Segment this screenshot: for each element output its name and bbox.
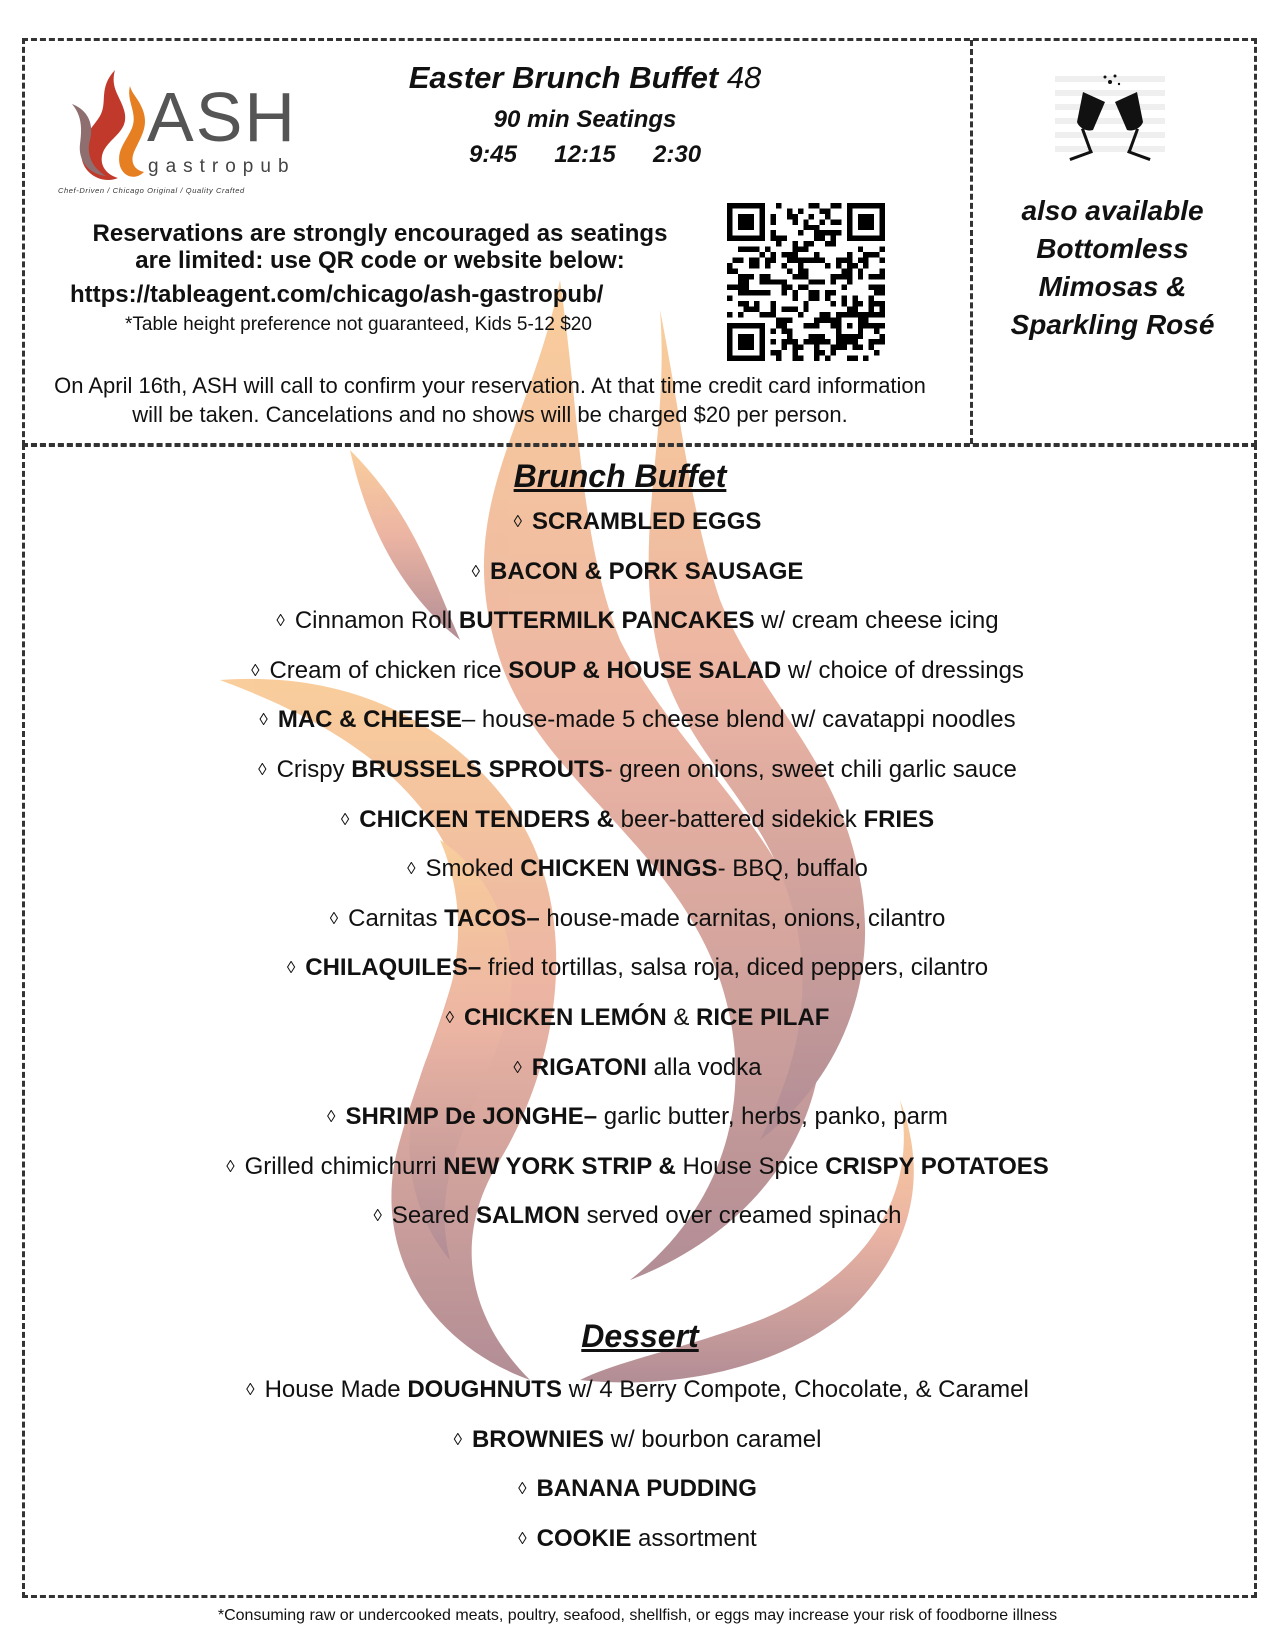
bullet-diamond-icon: ◊ bbox=[407, 859, 416, 879]
item-highlight: RIGATONI bbox=[531, 1053, 647, 1081]
brunch-item bbox=[0, 1054, 1275, 1082]
champagne-glasses-icon bbox=[1055, 72, 1165, 172]
brunch-item bbox=[0, 806, 1275, 834]
item-highlight: BRUSSELS SPROUTS bbox=[351, 756, 605, 783]
item-text: assortment bbox=[631, 1524, 757, 1552]
qr-code-icon[interactable] bbox=[727, 203, 885, 361]
item-highlight: MAC & CHEESE bbox=[277, 706, 462, 734]
bullet-diamond-icon: ◊ bbox=[286, 958, 296, 978]
item-highlight: BACON & PORK SAUSAGE bbox=[490, 557, 804, 585]
item-text: Cream of chicken rice bbox=[269, 656, 509, 684]
item-highlight: FRIES bbox=[863, 805, 935, 833]
item-text: Seared bbox=[391, 1202, 476, 1230]
event-title-text: Easter Brunch Buffet bbox=[408, 60, 719, 95]
bullet-diamond-icon: ◊ bbox=[513, 1057, 522, 1077]
also-available-note bbox=[985, 192, 1240, 344]
brunch-item bbox=[0, 954, 1275, 982]
seatings-times: 9:45 12:15 2:30 bbox=[468, 141, 702, 168]
item-text: alla vodka bbox=[646, 1053, 762, 1081]
brunch-item bbox=[0, 657, 1275, 685]
item-highlight: CHILAQUILES– bbox=[305, 954, 482, 982]
item-highlight: CHICKEN WINGS bbox=[520, 855, 718, 883]
bullet-diamond-icon: ◊ bbox=[327, 1107, 336, 1127]
item-text: – house-made 5 cheese blend w/ cavatappi noodles bbox=[461, 706, 1016, 734]
item-highlight: COOKIE bbox=[536, 1524, 632, 1552]
logo-tagline: Chef-Driven / Chicago Original / Quality Crafted bbox=[58, 186, 245, 195]
item-text: House Spice bbox=[675, 1152, 826, 1180]
item-text: w/ choice of dressings bbox=[781, 656, 1024, 684]
logo-wordmark: ASH bbox=[147, 78, 297, 156]
item-text: Crispy bbox=[276, 756, 352, 783]
also-available-line-4: Sparkling Rosé bbox=[1010, 309, 1215, 340]
bullet-diamond-icon: ◊ bbox=[373, 1206, 382, 1226]
item-highlight: RICE PILAF bbox=[696, 1004, 830, 1031]
reservation-line-2: are limited: use QR code or website below: bbox=[135, 247, 625, 274]
item-highlight: DOUGHNUTS bbox=[407, 1376, 562, 1403]
item-text: house-made carnitas, onions, cilantro bbox=[539, 904, 946, 932]
brunch-item bbox=[0, 855, 1275, 883]
item-text: w/ cream cheese icing bbox=[754, 607, 999, 635]
seatings-label: 90 min Seatings bbox=[493, 106, 677, 133]
brunch-item bbox=[0, 607, 1275, 635]
item-text: garlic butter, herbs, panko, parm bbox=[597, 1103, 948, 1131]
dessert-item bbox=[0, 1376, 1275, 1404]
also-available-line-3: Mimosas & bbox=[1038, 271, 1187, 302]
ash-logo bbox=[52, 64, 352, 204]
item-highlight: BROWNIES bbox=[471, 1425, 604, 1453]
item-highlight: SOUP & HOUSE SALAD bbox=[508, 656, 782, 684]
reservation-note: *Table height preference not guaranteed, Kids 5-12 $20 bbox=[125, 314, 592, 335]
bullet-diamond-icon: ◊ bbox=[471, 561, 481, 581]
item-highlight: BUTTERMILK PANCAKES bbox=[458, 607, 755, 635]
brunch-item bbox=[0, 1004, 1275, 1032]
item-highlight: SHRIMP De JONGHE– bbox=[345, 1103, 598, 1131]
item-highlight: TACOS– bbox=[444, 904, 540, 932]
dessert-item bbox=[0, 1525, 1275, 1553]
also-available-line-1: also available bbox=[1021, 195, 1204, 226]
reservation-notice bbox=[60, 220, 700, 274]
item-text: fried tortillas, salsa roja, diced peppers, cilantro bbox=[481, 954, 989, 982]
item-text: - green onions, sweet chili garlic sauce bbox=[604, 756, 1017, 783]
bullet-diamond-icon: ◊ bbox=[513, 512, 523, 531]
item-text: House Made bbox=[264, 1376, 408, 1403]
item-text: Carnitas bbox=[348, 904, 445, 932]
item-text: Smoked bbox=[425, 855, 521, 883]
item-text: & bbox=[666, 1004, 697, 1031]
item-text: w/ 4 Berry Compote, Chocolate, & Caramel bbox=[561, 1376, 1029, 1403]
item-text: served over creamed spinach bbox=[579, 1202, 902, 1230]
reservation-url[interactable]: https://tableagent.com/chicago/ash-gastropub/ bbox=[70, 281, 604, 308]
item-highlight: CRISPY POTATOES bbox=[825, 1152, 1049, 1180]
header-divider bbox=[970, 40, 973, 444]
item-text: Cinnamon Roll bbox=[294, 607, 459, 635]
bullet-diamond-icon: ◊ bbox=[518, 1479, 527, 1498]
dessert-item bbox=[0, 1426, 1275, 1454]
food-safety-disclaimer: *Consuming raw or undercooked meats, poultry, seafood, shellfish, or eggs may increase your risk of foodborne illness bbox=[217, 1607, 1058, 1624]
item-highlight: SCRAMBLED EGGS bbox=[532, 508, 762, 535]
bullet-diamond-icon: ◊ bbox=[246, 1380, 255, 1399]
confirmation-line-2: will be taken. Cancelations and no shows will be charged $20 per person. bbox=[132, 402, 848, 427]
bullet-diamond-icon: ◊ bbox=[251, 660, 260, 680]
brunch-item bbox=[0, 1153, 1275, 1181]
brunch-item bbox=[0, 508, 1275, 536]
confirmation-line-1: On April 16th, ASH will call to confirm your reservation. At that time credit card information bbox=[54, 373, 926, 398]
flame-logo-icon bbox=[60, 68, 155, 188]
event-price: 48 bbox=[726, 60, 762, 95]
brunch-item bbox=[0, 1202, 1275, 1230]
brunch-buffet-title: Brunch Buffet bbox=[513, 458, 727, 494]
event-title bbox=[370, 60, 800, 96]
brunch-item bbox=[0, 756, 1275, 784]
bullet-diamond-icon: ◊ bbox=[518, 1528, 527, 1548]
item-highlight: CHICKEN TENDERS & bbox=[359, 805, 614, 833]
bullet-diamond-icon: ◊ bbox=[258, 760, 267, 779]
item-text: - BBQ, buffalo bbox=[717, 855, 868, 883]
brunch-item bbox=[0, 706, 1275, 734]
brunch-item bbox=[0, 558, 1275, 586]
bullet-diamond-icon: ◊ bbox=[329, 908, 339, 928]
logo-subtitle: gastropub bbox=[148, 156, 296, 177]
bullet-diamond-icon: ◊ bbox=[445, 1008, 455, 1027]
bullet-diamond-icon: ◊ bbox=[453, 1429, 462, 1449]
brunch-item bbox=[0, 905, 1275, 933]
bullet-diamond-icon: ◊ bbox=[340, 809, 350, 829]
item-text: Grilled chimichurri bbox=[244, 1152, 444, 1180]
bullet-diamond-icon: ◊ bbox=[259, 710, 268, 730]
dessert-title: Dessert bbox=[581, 1318, 699, 1354]
item-text: beer-battered sidekick bbox=[613, 805, 864, 833]
brunch-item bbox=[0, 1103, 1275, 1131]
item-highlight: BANANA PUDDING bbox=[536, 1475, 757, 1502]
bullet-diamond-icon: ◊ bbox=[276, 611, 285, 631]
dessert-item bbox=[0, 1475, 1275, 1503]
bullet-diamond-icon: ◊ bbox=[226, 1156, 235, 1176]
item-highlight: SALMON bbox=[475, 1202, 580, 1230]
item-highlight: NEW YORK STRIP & bbox=[443, 1152, 676, 1180]
reservation-line-1: Reservations are strongly encouraged as seatings bbox=[92, 220, 668, 247]
confirmation-notice bbox=[30, 371, 950, 429]
also-available-line-2: Bottomless bbox=[1036, 233, 1189, 264]
item-text: w/ bourbon caramel bbox=[603, 1425, 822, 1453]
item-highlight: CHICKEN LEMÓN bbox=[464, 1004, 667, 1031]
